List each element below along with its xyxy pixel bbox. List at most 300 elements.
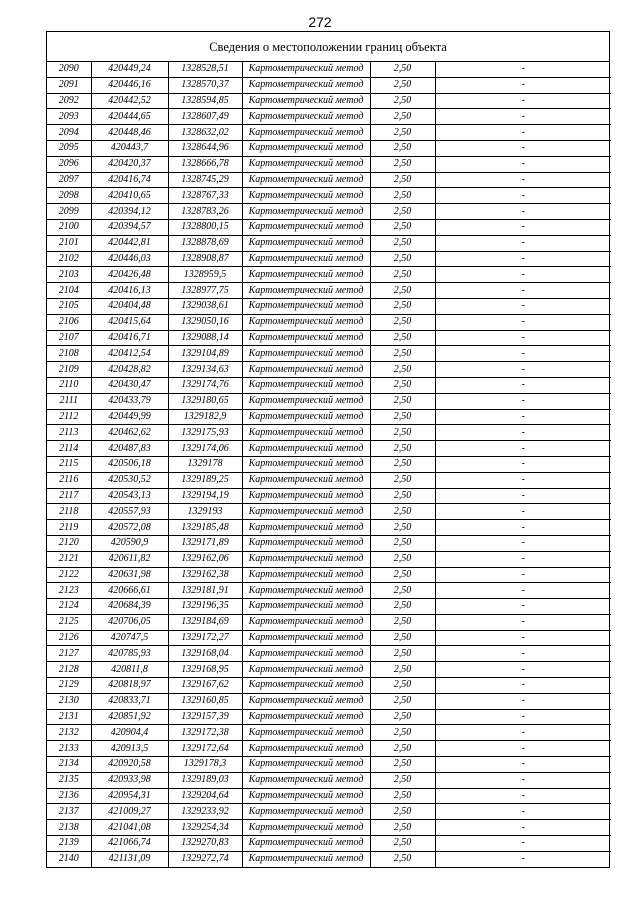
description-cell: - (435, 678, 611, 694)
x-coordinate-cell: 420611,82 (91, 551, 168, 567)
x-coordinate-cell: 420590,9 (91, 535, 168, 551)
point-number-cell: 2102 (47, 251, 91, 267)
accuracy-cell: 2,50 (370, 567, 435, 583)
x-coordinate-cell: 420530,52 (91, 472, 168, 488)
point-number-cell: 2116 (47, 472, 91, 488)
description-cell: - (435, 709, 611, 725)
y-coordinate-cell: 1329162,06 (168, 551, 242, 567)
description-cell: - (435, 330, 611, 346)
method-cell: Картометрический метод (242, 172, 370, 188)
method-cell: Картометрический метод (242, 709, 370, 725)
x-coordinate-cell: 420443,7 (91, 140, 168, 156)
accuracy-cell: 2,50 (370, 188, 435, 204)
y-coordinate-cell: 1328745,29 (168, 172, 242, 188)
y-coordinate-cell: 1329184,69 (168, 614, 242, 630)
description-cell: - (435, 788, 611, 804)
method-cell: Картометрический метод (242, 109, 370, 125)
accuracy-cell: 2,50 (370, 283, 435, 299)
description-cell: - (435, 346, 611, 362)
description-cell: - (435, 109, 611, 125)
table-row (47, 298, 611, 314)
accuracy-cell: 2,50 (370, 535, 435, 551)
x-coordinate-cell: 420572,08 (91, 520, 168, 536)
method-cell: Картометрический метод (242, 630, 370, 646)
method-cell: Картометрический метод (242, 251, 370, 267)
y-coordinate-cell: 1329088,14 (168, 330, 242, 346)
table-caption: Сведения о местоположении границ объекта (47, 32, 609, 62)
y-coordinate-cell: 1329174,06 (168, 441, 242, 457)
x-coordinate-cell: 420631,98 (91, 567, 168, 583)
method-cell: Картометрический метод (242, 551, 370, 567)
method-cell: Картометрический метод (242, 820, 370, 836)
accuracy-cell: 2,50 (370, 804, 435, 820)
x-coordinate-cell: 420933,98 (91, 772, 168, 788)
x-coordinate-cell: 420462,62 (91, 425, 168, 441)
point-number-cell: 2099 (47, 204, 91, 220)
point-number-cell: 2111 (47, 393, 91, 409)
accuracy-cell: 2,50 (370, 93, 435, 109)
x-coordinate-cell: 420404,48 (91, 298, 168, 314)
accuracy-cell: 2,50 (370, 251, 435, 267)
x-coordinate-cell: 420444,65 (91, 109, 168, 125)
table-row (47, 567, 611, 583)
method-cell: Картометрический метод (242, 156, 370, 172)
point-number-cell: 2095 (47, 140, 91, 156)
x-coordinate-cell: 421041,08 (91, 820, 168, 836)
table-row (47, 646, 611, 662)
point-number-cell: 2106 (47, 314, 91, 330)
accuracy-cell: 2,50 (370, 204, 435, 220)
accuracy-cell: 2,50 (370, 109, 435, 125)
method-cell: Картометрический метод (242, 441, 370, 457)
accuracy-cell: 2,50 (370, 267, 435, 283)
accuracy-cell: 2,50 (370, 757, 435, 773)
point-number-cell: 2098 (47, 188, 91, 204)
description-cell: - (435, 140, 611, 156)
y-coordinate-cell: 1329194,19 (168, 488, 242, 504)
y-coordinate-cell: 1329160,85 (168, 693, 242, 709)
method-cell: Картометрический метод (242, 583, 370, 599)
table-row (47, 488, 611, 504)
y-coordinate-cell: 1328767,33 (168, 188, 242, 204)
table-row (47, 409, 611, 425)
method-cell: Картометрический метод (242, 377, 370, 393)
table-row (47, 725, 611, 741)
point-number-cell: 2115 (47, 456, 91, 472)
x-coordinate-cell: 420394,57 (91, 219, 168, 235)
x-coordinate-cell: 420851,92 (91, 709, 168, 725)
table-row (47, 441, 611, 457)
x-coordinate-cell: 420446,16 (91, 77, 168, 93)
point-number-cell: 2140 (47, 851, 91, 866)
method-cell: Картометрический метод (242, 472, 370, 488)
description-cell: - (435, 820, 611, 836)
description-cell: - (435, 741, 611, 757)
table-row (47, 551, 611, 567)
method-cell: Картометрический метод (242, 188, 370, 204)
description-cell: - (435, 93, 611, 109)
description-cell: - (435, 298, 611, 314)
y-coordinate-cell: 1329175,93 (168, 425, 242, 441)
accuracy-cell: 2,50 (370, 330, 435, 346)
method-cell: Картометрический метод (242, 804, 370, 820)
method-cell: Картометрический метод (242, 425, 370, 441)
x-coordinate-cell: 420442,81 (91, 235, 168, 251)
x-coordinate-cell: 420428,82 (91, 362, 168, 378)
point-number-cell: 2121 (47, 551, 91, 567)
description-cell: - (435, 646, 611, 662)
accuracy-cell: 2,50 (370, 393, 435, 409)
accuracy-cell: 2,50 (370, 456, 435, 472)
y-coordinate-cell: 1328878,69 (168, 235, 242, 251)
accuracy-cell: 2,50 (370, 298, 435, 314)
accuracy-cell: 2,50 (370, 662, 435, 678)
table-row (47, 788, 611, 804)
description-cell: - (435, 725, 611, 741)
description-cell: - (435, 409, 611, 425)
method-cell: Картометрический метод (242, 140, 370, 156)
accuracy-cell: 2,50 (370, 725, 435, 741)
accuracy-cell: 2,50 (370, 646, 435, 662)
method-cell: Картометрический метод (242, 346, 370, 362)
description-cell: - (435, 125, 611, 141)
accuracy-cell: 2,50 (370, 472, 435, 488)
accuracy-cell: 2,50 (370, 599, 435, 615)
x-coordinate-cell: 420506,18 (91, 456, 168, 472)
point-number-cell: 2131 (47, 709, 91, 725)
accuracy-cell: 2,50 (370, 235, 435, 251)
point-number-cell: 2122 (47, 567, 91, 583)
method-cell: Картометрический метод (242, 757, 370, 773)
accuracy-cell: 2,50 (370, 219, 435, 235)
y-coordinate-cell: 1329178,3 (168, 757, 242, 773)
x-coordinate-cell: 420412,54 (91, 346, 168, 362)
point-number-cell: 2128 (47, 662, 91, 678)
x-coordinate-cell: 420442,52 (91, 93, 168, 109)
point-number-cell: 2101 (47, 235, 91, 251)
method-cell: Картометрический метод (242, 693, 370, 709)
description-cell: - (435, 219, 611, 235)
table-row (47, 204, 611, 220)
method-cell: Картометрический метод (242, 330, 370, 346)
y-coordinate-cell: 1329172,38 (168, 725, 242, 741)
method-cell: Картометрический метод (242, 741, 370, 757)
accuracy-cell: 2,50 (370, 851, 435, 866)
description-cell: - (435, 377, 611, 393)
table-row (47, 362, 611, 378)
x-coordinate-cell: 420416,13 (91, 283, 168, 299)
x-coordinate-cell: 420747,5 (91, 630, 168, 646)
y-coordinate-cell: 1329104,89 (168, 346, 242, 362)
method-cell: Картометрический метод (242, 488, 370, 504)
accuracy-cell: 2,50 (370, 125, 435, 141)
accuracy-cell: 2,50 (370, 62, 435, 77)
table-row (47, 109, 611, 125)
y-coordinate-cell: 1329181,91 (168, 583, 242, 599)
method-cell: Картометрический метод (242, 93, 370, 109)
accuracy-cell: 2,50 (370, 551, 435, 567)
table-row (47, 614, 611, 630)
y-coordinate-cell: 1328908,87 (168, 251, 242, 267)
y-coordinate-cell: 1328607,49 (168, 109, 242, 125)
x-coordinate-cell: 420448,46 (91, 125, 168, 141)
y-coordinate-cell: 1329178 (168, 456, 242, 472)
y-coordinate-cell: 1329157,39 (168, 709, 242, 725)
point-number-cell: 2123 (47, 583, 91, 599)
description-cell: - (435, 172, 611, 188)
x-coordinate-cell: 420818,97 (91, 678, 168, 694)
method-cell: Картометрический метод (242, 535, 370, 551)
description-cell: - (435, 535, 611, 551)
y-coordinate-cell: 1328800,15 (168, 219, 242, 235)
method-cell: Картометрический метод (242, 788, 370, 804)
y-coordinate-cell: 1328959,5 (168, 267, 242, 283)
x-coordinate-cell: 420415,64 (91, 314, 168, 330)
point-number-cell: 2119 (47, 520, 91, 536)
point-number-cell: 2129 (47, 678, 91, 694)
accuracy-cell: 2,50 (370, 630, 435, 646)
description-cell: - (435, 472, 611, 488)
description-cell: - (435, 267, 611, 283)
table-row (47, 330, 611, 346)
y-coordinate-cell: 1328977,75 (168, 283, 242, 299)
x-coordinate-cell: 420430,47 (91, 377, 168, 393)
y-coordinate-cell: 1329254,34 (168, 820, 242, 836)
table-row (47, 172, 611, 188)
table-row (47, 140, 611, 156)
accuracy-cell: 2,50 (370, 772, 435, 788)
table-row (47, 709, 611, 725)
table-row (47, 93, 611, 109)
description-cell: - (435, 599, 611, 615)
point-number-cell: 2105 (47, 298, 91, 314)
description-cell: - (435, 804, 611, 820)
method-cell: Картометрический метод (242, 662, 370, 678)
table-row (47, 188, 611, 204)
method-cell: Картометрический метод (242, 725, 370, 741)
description-cell: - (435, 504, 611, 520)
description-cell: - (435, 425, 611, 441)
method-cell: Картометрический метод (242, 219, 370, 235)
table-row (47, 125, 611, 141)
y-coordinate-cell: 1329167,62 (168, 678, 242, 694)
method-cell: Картометрический метод (242, 314, 370, 330)
x-coordinate-cell: 421131,09 (91, 851, 168, 866)
y-coordinate-cell: 1329193 (168, 504, 242, 520)
description-cell: - (435, 441, 611, 457)
description-cell: - (435, 156, 611, 172)
description-cell: - (435, 393, 611, 409)
point-number-cell: 2113 (47, 425, 91, 441)
method-cell: Картометрический метод (242, 599, 370, 615)
point-number-cell: 2096 (47, 156, 91, 172)
point-number-cell: 2130 (47, 693, 91, 709)
point-number-cell: 2135 (47, 772, 91, 788)
accuracy-cell: 2,50 (370, 741, 435, 757)
y-coordinate-cell: 1328594,85 (168, 93, 242, 109)
y-coordinate-cell: 1329204,64 (168, 788, 242, 804)
description-cell: - (435, 520, 611, 536)
table-row (47, 393, 611, 409)
description-cell: - (435, 283, 611, 299)
y-coordinate-cell: 1329189,25 (168, 472, 242, 488)
y-coordinate-cell: 1329180,65 (168, 393, 242, 409)
table-row (47, 156, 611, 172)
accuracy-cell: 2,50 (370, 77, 435, 93)
point-number-cell: 2132 (47, 725, 91, 741)
x-coordinate-cell: 420920,58 (91, 757, 168, 773)
table-row (47, 535, 611, 551)
point-number-cell: 2117 (47, 488, 91, 504)
description-cell: - (435, 630, 611, 646)
point-number-cell: 2136 (47, 788, 91, 804)
x-coordinate-cell: 420684,39 (91, 599, 168, 615)
description-cell: - (435, 204, 611, 220)
point-number-cell: 2112 (47, 409, 91, 425)
method-cell: Картометрический метод (242, 409, 370, 425)
accuracy-cell: 2,50 (370, 441, 435, 457)
method-cell: Картометрический метод (242, 362, 370, 378)
method-cell: Картометрический метод (242, 283, 370, 299)
point-number-cell: 2124 (47, 599, 91, 615)
method-cell: Картометрический метод (242, 646, 370, 662)
method-cell: Картометрический метод (242, 62, 370, 77)
method-cell: Картометрический метод (242, 77, 370, 93)
point-number-cell: 2120 (47, 535, 91, 551)
x-coordinate-cell: 420449,24 (91, 62, 168, 77)
point-number-cell: 2090 (47, 62, 91, 77)
point-number-cell: 2139 (47, 836, 91, 852)
method-cell: Картометрический метод (242, 567, 370, 583)
point-number-cell: 2133 (47, 741, 91, 757)
table-row (47, 741, 611, 757)
table-row (47, 851, 611, 866)
table-row (47, 599, 611, 615)
y-coordinate-cell: 1328783,26 (168, 204, 242, 220)
x-coordinate-cell: 420416,74 (91, 172, 168, 188)
x-coordinate-cell: 420954,31 (91, 788, 168, 804)
x-coordinate-cell: 420446,03 (91, 251, 168, 267)
y-coordinate-cell: 1329050,16 (168, 314, 242, 330)
description-cell: - (435, 362, 611, 378)
point-number-cell: 2118 (47, 504, 91, 520)
accuracy-cell: 2,50 (370, 140, 435, 156)
description-cell: - (435, 772, 611, 788)
description-cell: - (435, 188, 611, 204)
description-cell: - (435, 836, 611, 852)
accuracy-cell: 2,50 (370, 156, 435, 172)
y-coordinate-cell: 1328528,51 (168, 62, 242, 77)
point-number-cell: 2107 (47, 330, 91, 346)
x-coordinate-cell: 420904,4 (91, 725, 168, 741)
method-cell: Картометрический метод (242, 267, 370, 283)
y-coordinate-cell: 1328570,37 (168, 77, 242, 93)
x-coordinate-cell: 420449,99 (91, 409, 168, 425)
x-coordinate-cell: 421009,27 (91, 804, 168, 820)
y-coordinate-cell: 1329168,95 (168, 662, 242, 678)
table-row (47, 456, 611, 472)
table-row (47, 77, 611, 93)
accuracy-cell: 2,50 (370, 377, 435, 393)
method-cell: Картометрический метод (242, 772, 370, 788)
y-coordinate-cell: 1328632,02 (168, 125, 242, 141)
y-coordinate-cell: 1329162,38 (168, 567, 242, 583)
y-coordinate-cell: 1328644,96 (168, 140, 242, 156)
method-cell: Картометрический метод (242, 836, 370, 852)
x-coordinate-cell: 420410,65 (91, 188, 168, 204)
x-coordinate-cell: 420833,71 (91, 693, 168, 709)
description-cell: - (435, 314, 611, 330)
accuracy-cell: 2,50 (370, 520, 435, 536)
description-cell: - (435, 251, 611, 267)
table-row (47, 757, 611, 773)
point-number-cell: 2114 (47, 441, 91, 457)
y-coordinate-cell: 1329171,89 (168, 535, 242, 551)
accuracy-cell: 2,50 (370, 172, 435, 188)
method-cell: Картометрический метод (242, 851, 370, 866)
point-number-cell: 2138 (47, 820, 91, 836)
y-coordinate-cell: 1329172,27 (168, 630, 242, 646)
accuracy-cell: 2,50 (370, 693, 435, 709)
accuracy-cell: 2,50 (370, 583, 435, 599)
table-row (47, 472, 611, 488)
y-coordinate-cell: 1329272,74 (168, 851, 242, 866)
coordinates-table (47, 62, 611, 867)
description-cell: - (435, 662, 611, 678)
point-number-cell: 2104 (47, 283, 91, 299)
accuracy-cell: 2,50 (370, 346, 435, 362)
point-number-cell: 2091 (47, 77, 91, 93)
description-cell: - (435, 851, 611, 866)
accuracy-cell: 2,50 (370, 678, 435, 694)
point-number-cell: 2110 (47, 377, 91, 393)
accuracy-cell: 2,50 (370, 314, 435, 330)
table-row (47, 377, 611, 393)
table-row (47, 235, 611, 251)
accuracy-cell: 2,50 (370, 709, 435, 725)
x-coordinate-cell: 420420,37 (91, 156, 168, 172)
x-coordinate-cell: 420433,79 (91, 393, 168, 409)
x-coordinate-cell: 420487,83 (91, 441, 168, 457)
y-coordinate-cell: 1329189,03 (168, 772, 242, 788)
description-cell: - (435, 235, 611, 251)
table-row (47, 820, 611, 836)
table-row (47, 693, 611, 709)
x-coordinate-cell: 420785,93 (91, 646, 168, 662)
point-number-cell: 2127 (47, 646, 91, 662)
boundary-table (46, 31, 610, 868)
table-row (47, 251, 611, 267)
x-coordinate-cell: 420394,12 (91, 204, 168, 220)
description-cell: - (435, 614, 611, 630)
table-row (47, 267, 611, 283)
point-number-cell: 2094 (47, 125, 91, 141)
x-coordinate-cell: 420543,13 (91, 488, 168, 504)
description-cell: - (435, 77, 611, 93)
point-number-cell: 2103 (47, 267, 91, 283)
description-cell: - (435, 551, 611, 567)
y-coordinate-cell: 1329134,63 (168, 362, 242, 378)
accuracy-cell: 2,50 (370, 504, 435, 520)
table-row (47, 804, 611, 820)
point-number-cell: 2109 (47, 362, 91, 378)
method-cell: Картометрический метод (242, 204, 370, 220)
accuracy-cell: 2,50 (370, 488, 435, 504)
table-row (47, 283, 611, 299)
method-cell: Картометрический метод (242, 678, 370, 694)
table-row (47, 314, 611, 330)
table-row (47, 219, 611, 235)
